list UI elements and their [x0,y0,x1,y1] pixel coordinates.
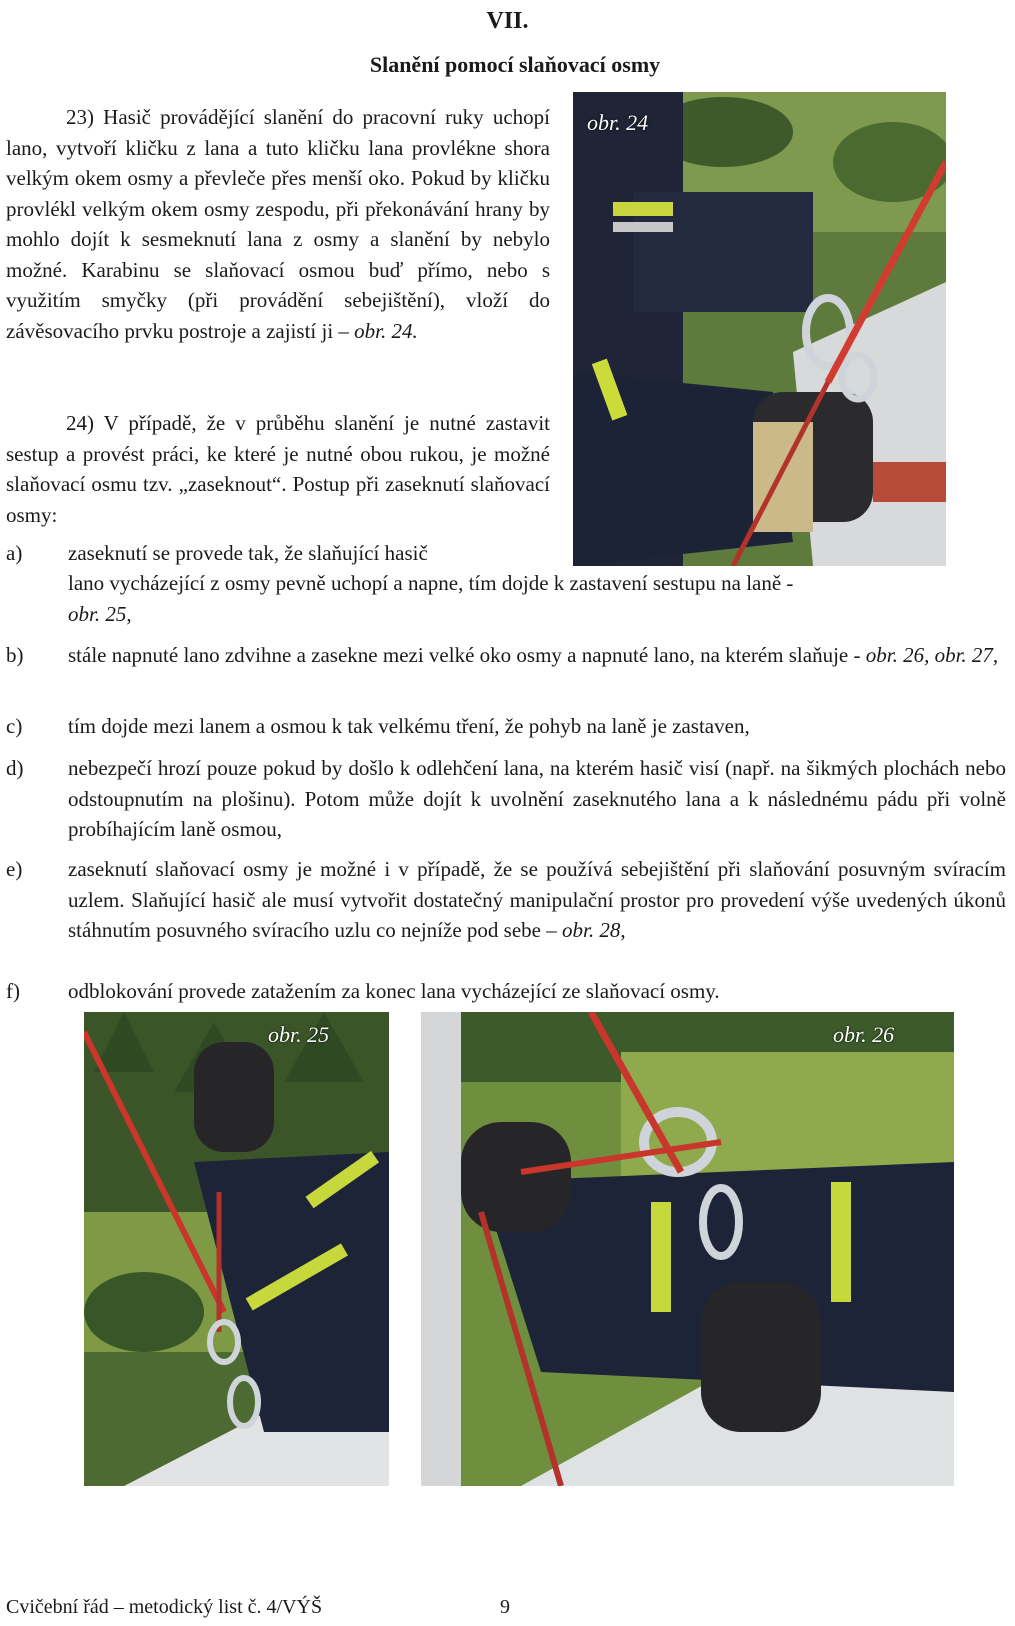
item-a-line1 [68,538,550,569]
photo-obr-25-image [84,1012,389,1486]
item-d [68,753,1006,845]
paragraph-23-text: 23) Hasič provádějící slanění do pracovní ruky uchopí lano, vytvoří kličku z lana a tuto kličku lana provlékne shora velkým okem osmy a převleče přes menší oko. Pokud by kličku provlékl velkým okem osmy zespodu, při překonávání hrany by mohlo dojít k sesmeknutí lana z osmy a slanění by nebylo možné. Karabinu se slaňovací osmou buď přímo, nebo s využitím smyčky (při provádění sebejištění), vloží do závěsovacího prvku postroje a zajistí ji – [6,105,550,343]
item-a-text-cont: lano vycházející z osmy pevně uchopí a napne, tím dojde k zastavení sestupu na laně - [68,571,794,595]
footer-document-title: Cvičební řád – metodický list č. 4/VÝŠ [6,1596,323,1618]
photo-obr-24 [573,92,946,566]
item-a-rest [68,568,1006,629]
paragraph-23 [6,102,550,346]
item-b [68,640,1006,671]
item-letter-d: d) [6,756,24,780]
item-b-tail: , [992,643,999,667]
item-letter-a: a) [6,541,23,565]
item-e-tail: , [620,918,626,942]
item-a-ref: obr. 25 [68,601,127,626]
item-e [68,854,1006,946]
chapter-number: VII. [486,8,529,34]
photo-obr-26-image [421,1012,954,1486]
item-f [68,976,1006,1007]
item-c [68,711,1006,742]
paragraph-24-text: 24) V případě, že v průběhu slanění je nutné zastavit sestup a provést práci, ke které je nutné obou rukou, je možné slaňovací osmu tzv. „zaseknout“. Postup při zaseknutí slaňovací osmy: [6,411,550,527]
paragraph-24 [6,408,550,530]
photo-obr-24-image [573,92,946,566]
item-letter-e: e) [6,857,23,881]
item-f-text: odblokování provede zatažením za konec lana vycházející ze slaňovací osmy. [68,979,720,1003]
page-number: 9 [500,1596,510,1618]
item-a-tail: , [126,601,132,626]
photo-obr-25 [84,1012,389,1486]
photo-obr-24-label: obr. 24 [587,110,649,135]
item-e-ref: obr. 28 [561,918,621,942]
item-letter-f: f) [6,979,20,1003]
photo-obr-25-label: obr. 25 [268,1022,330,1047]
photo-obr-26-label: obr. 26 [833,1022,895,1047]
item-b-text: stále napnuté lano zdvihne a zasekne mezi velké oko osmy a napnuté lano, na kterém slaňuje - [68,643,866,667]
item-b-ref: obr. 26, obr. 27 [865,643,993,667]
item-letter-c: c) [6,714,23,738]
item-c-text: tím dojde mezi lanem a osmou k tak velkému tření, že pohyb na laně je zastaven, [68,714,750,738]
photo-obr-26 [421,1012,954,1486]
item-d-text: nebezpečí hrozí pouze pokud by došlo k odlehčení lana, na kterém hasič visí (např. na šikmých plochách nebo odstoupnutím na plošinu). Potom může dojít k uvolnění zaseknutého lana a k následnému pádu při volně probíhajícím laně osmou, [68,756,1006,841]
item-letter-b: b) [6,643,24,667]
item-e-text: zaseknutí slaňovací osmy je možné i v případě, že se používá sebejištění při slaňování posuvným svíracím uzlem. Slaňující hasič ale musí vytvořit dostatečný manipulační prostor pro provedení výše uvedených úkonů stáhnutím posuvného svíracího uzlu co nejníže pod sebe – [68,857,1006,942]
paragraph-23-ref: obr. 24. [354,318,418,343]
item-a-text: zaseknutí se provede tak, že slaňující hasič [68,541,428,565]
section-heading: Slanění pomocí slaňovací osmy [369,52,661,77]
